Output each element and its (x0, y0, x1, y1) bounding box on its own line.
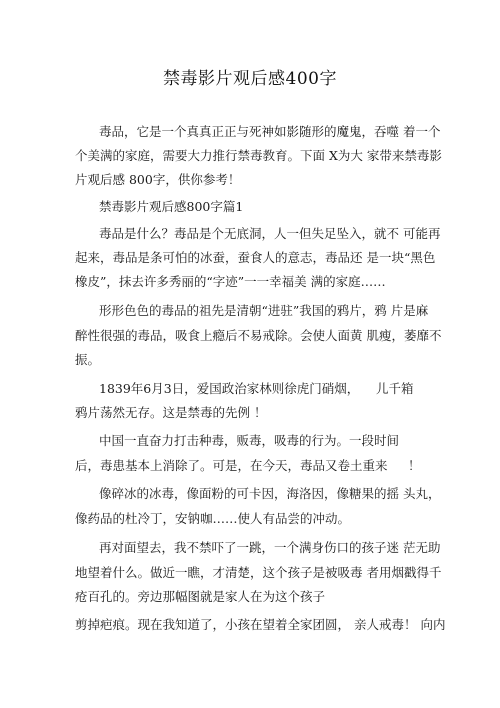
paragraph-line: 鸦片荡然无存。这是禁毒的先例 ！ (75, 405, 267, 420)
paragraph-line: 地望着什么。做近一瞧，才清楚，这个孩子是被吸毒 者用烟戳得千 (75, 565, 442, 580)
paragraph-line: 形形色色的毒品的祖先是清朝“进驻”我国的鸦片，鸦 片是麻 (99, 303, 429, 318)
paragraph-line: 再对面望去，我不禁吓了一跳，一个满身伤口的孩子迷 茫无助 (99, 540, 441, 555)
paragraph-line: 毒品是什么？毒品是个无底洞，人一但失足坠入，就不 可能再 (99, 226, 441, 241)
paragraph-line: 中国一直奋力打击种毒，贩毒，吸毒的行为。一段时间 (99, 433, 400, 448)
paragraph-line: 像碎冰的冰毒，像面粉的可卡因，海洛因，像糖果的摇 头丸， (99, 486, 441, 501)
paragraph-line: 起来，毒品是条可怕的冰蚕，蚕食人的意志，毒品还 是一块“黑色 (75, 250, 436, 265)
paragraph-line: 后，毒患基本上消除了。可是，在今天，毒品又卷土重来 (75, 458, 388, 473)
paragraph-line: 疮百孔的。旁边那幅图就是家人在为这个孩子 (75, 589, 326, 604)
paragraph-line: 1839年6月3日，爱国政治家林则徐虎门硝烟， (99, 381, 360, 396)
paragraph-line: 毒品，它是一个真真正正与死神如影随形的魔鬼，吞噬 着一个 (99, 124, 441, 139)
paragraph-line: 剪掉疤痕。现在我知道了，小孩在望着全家团圆， 亲人戒毒！ 向内 (75, 617, 446, 632)
paragraph-line: 个美满的家庭，需要大力推行禁毒教育。下面 X为大 家带来禁毒影 (75, 148, 442, 163)
paragraph-line: 振。 (75, 352, 101, 367)
paragraph-line-fragment: 儿千箱 (376, 381, 414, 396)
paragraph-line: 橡皮”，抹去许多秀丽的“字迹”一一幸福美 满的家庭…… (75, 274, 386, 289)
paragraph-line: 醉性很强的毒品，吸食上瘾后不易戒除。会使人面黄 肌瘦，萎靡不 (75, 328, 442, 343)
paragraph-line: 像药品的杜冷丁，安钠咖……使人有品尝的冲动。 (75, 511, 351, 526)
paragraph-line-fragment: ！ (408, 458, 421, 473)
paragraph-line: 片观后感 800字，供你参考！ (75, 172, 241, 187)
section-heading: 禁毒影片观后感800字篇1 (99, 199, 244, 214)
document-title: 禁毒影片观后感400字 (163, 69, 337, 89)
